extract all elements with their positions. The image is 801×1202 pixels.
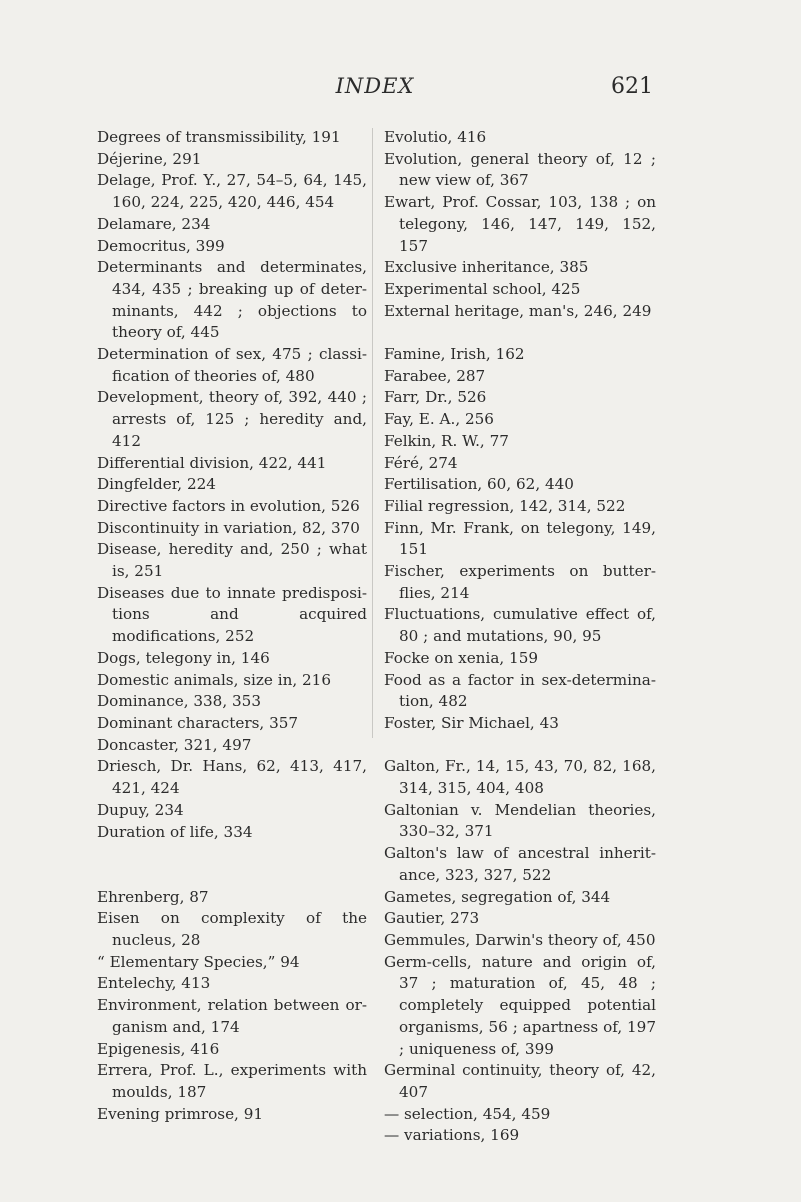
index-entry: “ Elementary Species,” 94	[97, 952, 300, 971]
index-entry: Delamare, 234	[97, 214, 211, 233]
index-entry: Fertilisation, 60, 62, 440	[384, 475, 574, 494]
index-entry: Evening primrose, 91	[97, 1104, 264, 1123]
index-entry: Famine, Irish, 162	[384, 345, 525, 364]
index-entry: Democritus, 399	[97, 236, 225, 255]
letter-section-gap	[384, 735, 656, 757]
index-entry: Féré, 274	[384, 453, 458, 472]
index-entry: Germ-cells, nature and origin of, 37 ; maturation of, 45, 48 ; completely equipped potential organisms, 56 ; apartness of, 197 ; uniqueness of, 399	[384, 952, 656, 1058]
index-entry: Diseases due to innate predisposi-tions and acquired modifications, 252	[97, 583, 367, 646]
index-entry: Galton's law of ancestral inherit-ance, 323, 327, 522	[384, 844, 656, 884]
index-entry: Farr, Dr., 526	[384, 388, 487, 407]
index-entry: — selection, 454, 459	[384, 1104, 551, 1123]
index-entry: Felkin, R. W., 77	[384, 431, 509, 450]
index-entry: Ewart, Prof. Cossar, 103, 138 ; on telegony, 146, 147, 149, 152, 157	[384, 193, 656, 255]
index-entry: Doncaster, 321, 497	[97, 735, 252, 754]
index-entry: Foster, Sir Michael, 43	[384, 713, 559, 732]
index-entry: Epigenesis, 416	[97, 1039, 220, 1058]
index-entry: Déjerine, 291	[97, 149, 202, 168]
letter-section-gap	[384, 322, 656, 344]
index-entry: — variations, 169	[384, 1126, 520, 1145]
index-entry: Farabee, 287	[384, 366, 486, 385]
index-entry: Evolutio, 416	[384, 128, 487, 146]
page-header	[95, 74, 655, 104]
index-entry: Errera, Prof. L., experiments with moulds, 187	[97, 1061, 367, 1101]
index-entry: Differential division, 422, 441	[97, 453, 327, 472]
index-entry: Galtonian v. Mendelian theories, 330–32, 371	[384, 800, 656, 841]
letter-section-gap	[97, 865, 367, 887]
index-entry: Fluctuations, cumulative effect of, 80 ; and mutations, 90, 95	[384, 605, 656, 646]
index-entry: Delage, Prof. Y., 27, 54–5, 64, 145, 160, 224, 225, 420, 446, 454	[97, 171, 367, 212]
index-entry: Filial regression, 142, 314, 522	[384, 496, 626, 515]
index-entry: Dupuy, 234	[97, 800, 184, 819]
index-entry: Dingfelder, 224	[97, 475, 216, 494]
index-entry: Gametes, segregation of, 344	[384, 887, 611, 906]
index-entry: Fay, E. A., 256	[384, 410, 494, 429]
index-entry: Directive factors in evolution, 526	[97, 496, 360, 515]
index-entry: Dominance, 338, 353	[97, 692, 261, 711]
index-entry: Entelechy, 413	[97, 974, 211, 993]
running-title: INDEX	[335, 74, 415, 98]
index-entry: External heritage, man's, 246, 249	[384, 301, 652, 320]
page-number: 621	[611, 74, 653, 99]
index-entry: Dominant characters, 357	[97, 713, 299, 732]
index-entry: Fischer, experiments on butter-flies, 214	[384, 562, 656, 602]
index-entry: Disease, heredity and, 250 ; what is, 251	[97, 540, 367, 581]
index-entry: Evolution, general theory of, 12 ; new view of, 367	[384, 149, 656, 190]
index-column-right	[384, 127, 656, 1147]
index-entry: Experimental school, 425	[384, 279, 581, 298]
index-entry: Ehrenberg, 87	[97, 887, 209, 906]
index-entry: Finn, Mr. Frank, on telegony, 149, 151	[384, 518, 656, 559]
index-entry: Exclusive inheritance, 385	[384, 258, 589, 277]
index-entry: Determination of sex, 475 ; classi-fication of theories of, 480	[97, 345, 367, 385]
index-entry: Gemmules, Darwin's theory of, 450	[384, 930, 656, 949]
letter-section-gap	[97, 843, 367, 865]
index-entry: Determinants and determinates, 434, 435 ; breaking up of deter-minants, 442 ; objections to theory of, 445	[97, 258, 367, 342]
index-entry: Dogs, telegony in, 146	[97, 648, 270, 667]
column-divider	[372, 128, 373, 738]
index-entry: Eisen on complexity of the nucleus, 28	[97, 909, 367, 949]
index-entry: Driesch, Dr. Hans, 62, 413, 417, 421, 424	[97, 757, 367, 798]
index-entry: Development, theory of, 392, 440 ; arrests of, 125 ; heredity and, 412	[97, 388, 367, 450]
index-entry: Food as a factor in sex-determina-tion, 482	[384, 670, 656, 711]
index-entry: Environment, relation between or-ganism and, 174	[97, 996, 367, 1036]
index-entry: Focke on xenia, 159	[384, 648, 539, 667]
index-entry: Gautier, 273	[384, 909, 480, 928]
index-column-left	[97, 127, 367, 1125]
index-entry: Galton, Fr., 14, 15, 43, 70, 82, 168, 314, 315, 404, 408	[384, 757, 656, 798]
index-entry: Duration of life, 334	[97, 822, 253, 841]
index-entry: Degrees of transmissibility, 191	[97, 128, 341, 146]
index-entry: Domestic animals, size in, 216	[97, 670, 332, 689]
index-entry: Discontinuity in variation, 82, 370	[97, 518, 360, 537]
index-entry: Germinal continuity, theory of, 42, 407	[384, 1061, 656, 1101]
